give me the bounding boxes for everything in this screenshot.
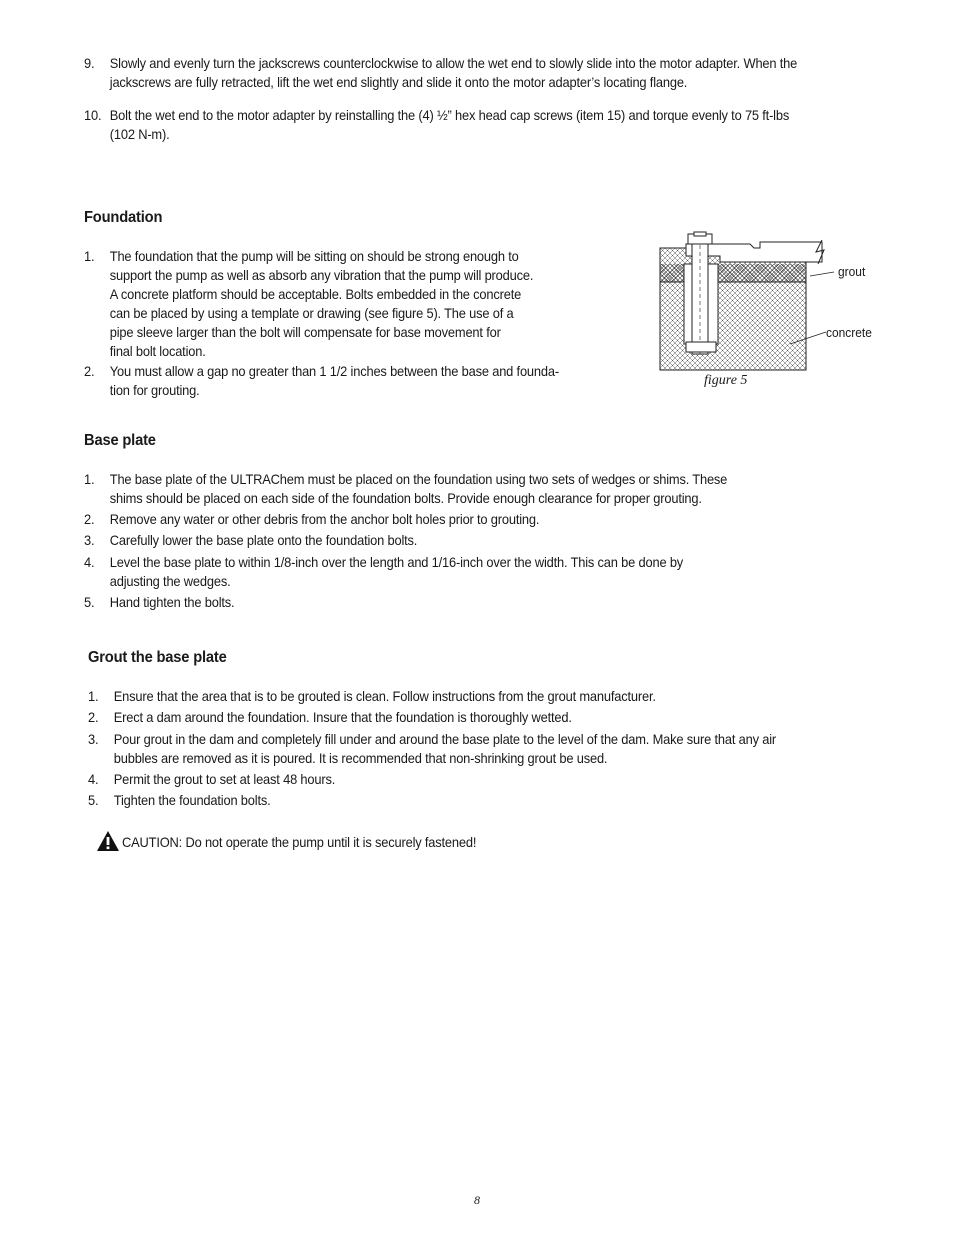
item-text [114,687,656,706]
item-line: Hand tighten the bolts. [109,594,235,610]
item-number: 1. [84,248,95,264]
item-line: Tighten the foundation bolts. [113,792,271,808]
page-number: 8 [474,1193,480,1207]
item-line: tion for grouting. [109,382,200,398]
item-text [114,730,776,768]
grout-leader [810,272,834,276]
item-line: Level the base plate to within 1/8-inch over the length and 1/16-inch over the width. This can be done by [109,554,684,570]
item-text [114,791,271,810]
step-line: Bolt the wet end to the motor adapter by reinstalling the (4) ½” hex head cap screws (item 15) and torque evenly to 75 ft-lbs [109,107,790,123]
item-number: 5. [88,792,99,808]
item-text [110,593,235,612]
grout-layer [660,264,806,282]
item-line: The foundation that the pump will be sitting on should be strong enough to [109,248,519,264]
foundation-bolt-diagram [650,228,870,378]
figure-caption: figure 5 [704,373,748,388]
item-line: Remove any water or other debris from the anchor bolt holes prior to grouting. [109,511,540,527]
concrete-label: concrete [826,325,872,340]
item-number: 1. [88,688,99,704]
item-number: 2. [84,363,95,379]
item-number: 3. [88,731,99,747]
step-line: jackscrews are fully retracted, lift the wet end slightly and slide it onto the motor adapter’s locating flange. [109,74,688,90]
item-line: Permit the grout to set at least 48 hours. [113,771,336,787]
item-text [110,362,559,400]
item-line: Ensure that the area that is to be grouted is clean. Follow instructions from the grout manufacturer. [113,688,656,704]
item-line: can be placed by using a template or drawing (see figure 5). The use of a [109,305,514,321]
item-number: 3. [84,532,95,548]
step-number: 10. [84,107,102,123]
item-text [114,708,572,727]
item-line: The base plate of the ULTRAChem must be placed on the foundation using two sets of wedges or shims. These [109,471,728,487]
item-line: Pour grout in the dam and completely fill under and around the base plate to the level of the dam. Make sure that any air [113,731,776,747]
base-plate-heading: Base plate [84,432,156,449]
item-line: Erect a dam around the foundation. Insure that the foundation is thoroughly wetted. [113,709,572,725]
item-line: pipe sleeve larger than the bolt will compensate for base movement for [109,324,501,340]
item-line: final bolt location. [109,343,206,359]
item-number: 1. [84,471,95,487]
item-text [110,553,683,591]
foundation-heading: Foundation [84,209,163,226]
item-number: 2. [84,511,95,527]
step-line: Slowly and evenly turn the jackscrews counterclockwise to allow the wet end to slowly slide into the motor adapter. When the [109,55,798,71]
grout-label: grout [838,264,866,279]
item-number: 4. [84,554,95,570]
item-line: bubbles are removed as it is poured. It is recommended that non-shrinking grout be used. [113,750,608,766]
item-line: adjusting the wedges. [109,573,231,589]
step-line: (102 N-m). [109,126,170,142]
item-number: 2. [88,709,99,725]
item-line: You must allow a gap no greater than 1 1/2 inches between the base and founda- [109,363,559,379]
item-line: A concrete platform should be acceptable. Bolts embedded in the concrete [109,286,522,302]
item-line: support the pump as well as absorb any vibration that the pump will produce. [109,267,534,283]
item-line: shims should be placed on each side of the foundation bolts. Provide enough clearance for proper grouting. [109,490,702,506]
step-number: 9. [84,55,95,71]
caution-text: CAUTION: Do not operate the pump until it is securely fastened! [122,834,477,850]
item-text [114,770,335,789]
item-number: 5. [84,594,95,610]
item-text [110,510,540,529]
step-text [110,106,789,144]
item-number: 4. [88,771,99,787]
item-text [110,470,727,508]
warning-triangle-icon [96,830,120,852]
item-text [110,531,417,550]
item-line: Carefully lower the base plate onto the foundation bolts. [109,532,418,548]
grout-heading: Grout the base plate [88,649,227,666]
step-text [110,54,797,92]
item-text [110,247,533,361]
